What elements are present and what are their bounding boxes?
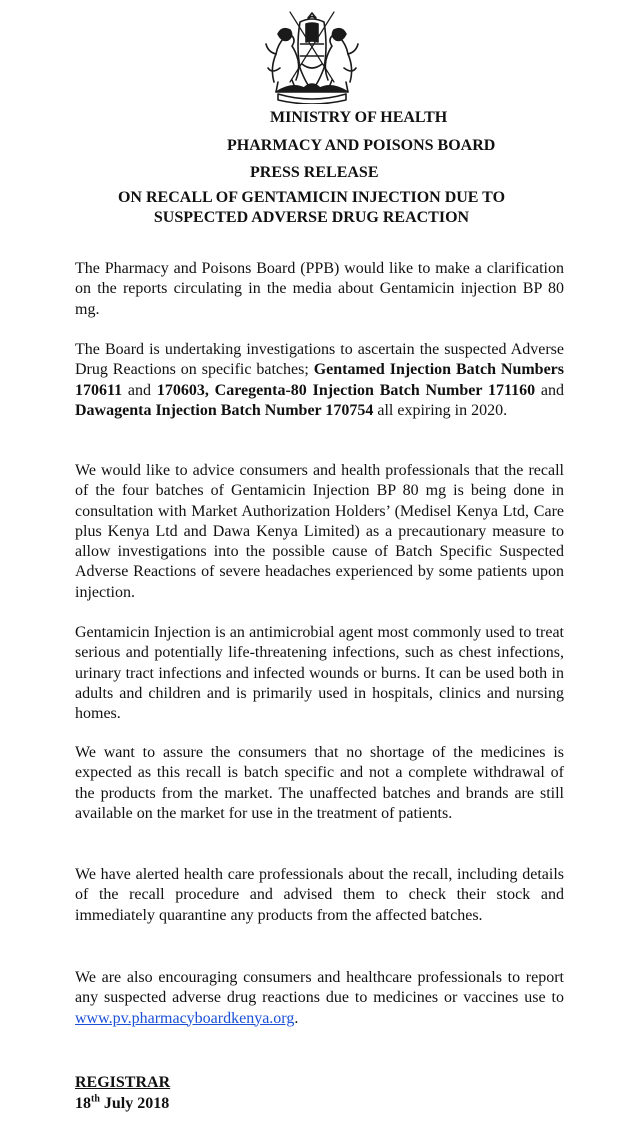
release-title-line2: SUSPECTED ADVERSE DRUG REACTION [153,209,470,226]
p7-text: We are also encouraging consumers and healthcare professionals to report any suspected adverse drug reactions due to medicines or vaccines use to [75,969,564,1007]
signature-title: REGISTRAR [75,1074,171,1091]
paragraph-investigations [75,340,564,421]
press-release-heading: PRESS RELEASE [250,164,379,181]
p2-text-4: all expiring in 2020. [373,401,508,419]
release-date [75,1094,169,1114]
paragraph-alerted-professionals: We have alerted health care professionals about the recall, including details of the recall procedure and advised them to check their stock and immediately quarantine any products from the affected batches. [75,866,564,924]
kenya-coat-of-arms-emblem [262,8,362,104]
paragraph-report-adr [75,968,564,1029]
p2-batch-caregenta: 170603, Caregenta-80 Injection Batch Number 171160 [156,381,536,399]
ministry-heading: MINISTRY OF HEALTH [270,109,448,126]
p2-text-3: and [535,381,564,399]
release-date-suffix: th [91,1093,100,1105]
release-title [0,188,623,228]
board-heading: PHARMACY AND POISONS BOARD [227,137,496,154]
p2-text-2: and [122,381,157,399]
p7-end: . [294,1009,299,1027]
p2-text-1: The Board is undertaking investigations to ascertain the suspected Adverse Drug Reactions on specific batches; [75,341,564,379]
p2-batch-dawagenta: Dawagenta Injection Batch Number 170754 [75,401,374,419]
release-date-day: 18 [75,1095,91,1112]
release-date-month-year: July 2018 [99,1095,170,1112]
pv-website-link[interactable]: www.pv.pharmacyboardkenya.org [75,1009,295,1027]
paragraph-gentamicin-info: Gentamicin Injection is an antimicrobial agent most commonly used to treat serious and potentially life-threatening infections, such as chest infections, urinary tract infections and infected wounds or burns. It can be used both in adults and children and is primarily used in hospitals, clinics and nursing homes. [75,624,564,723]
p2-batch-gentamed: Gentamed Injection Batch Numbers 170611 [75,361,564,399]
release-title-line1: ON RECALL OF GENTAMICIN INJECTION DUE TO [117,189,506,206]
paragraph-no-shortage: We want to assure the consumers that no shortage of the medicines is expected as this recall is batch specific and not a complete withdrawal of the products from the market. The unaffected batches and brands are still available on the market for use in the treatment of patients. [75,744,564,822]
paragraph-clarification: The Pharmacy and Poisons Board (PPB) would like to make a clarification on the reports circulating in the media about Gentamicin injection BP 80 mg. [75,260,564,318]
paragraph-recall-consultation: We would like to advice consumers and health professionals that the recall of the four batches of Gentamicin Injection BP 80 mg is being done in consultation with Market Authorization Holders’ (Medisel Kenya Ltd, Care plus Kenya Ltd and Dawa Kenya Limited) as a precautionary measure to allow investigations into the possible cause of Batch Specific Suspected Adverse Reactions of severe headaches experienced by some patients upon injection. [75,462,564,601]
